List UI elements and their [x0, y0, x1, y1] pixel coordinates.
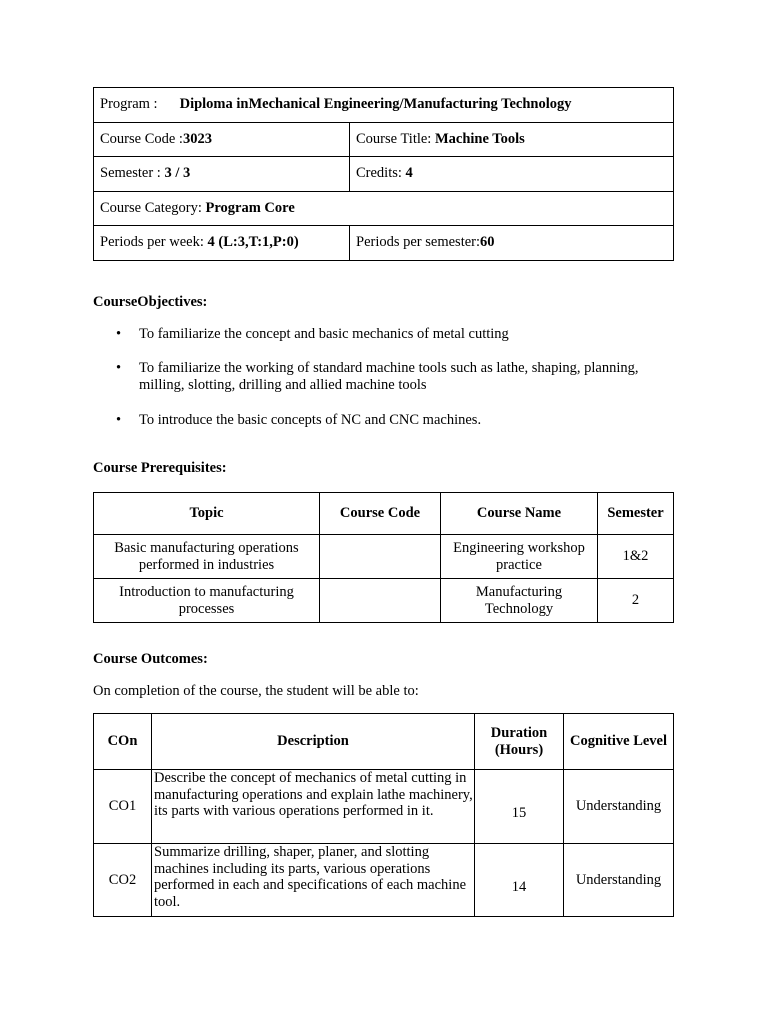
course-name-cell: Manufacturing Technology: [441, 579, 598, 623]
table-header-row: [94, 714, 674, 770]
topic-cell: Basic manufacturing operations performed in industries: [94, 535, 320, 579]
prerequisites-table: [93, 492, 674, 623]
periods-semester-label: Periods per semester:: [356, 234, 481, 251]
column-header-con: COn: [94, 714, 152, 770]
semester-value: 3 / 3: [164, 165, 191, 182]
column-header-course-code: Course Code: [320, 493, 441, 535]
cognitive-level-cell: Understanding: [564, 770, 674, 844]
course-title-label: Course Title:: [356, 130, 435, 147]
table-row: [94, 579, 674, 623]
bullet-icon: •: [116, 326, 122, 342]
program-value: Diploma inMechanical Engineering/Manufacturing Technology: [179, 96, 572, 113]
periods-semester-value: 60: [480, 234, 495, 251]
semester-cell: 1&2: [598, 535, 674, 579]
column-header-semester: Semester: [598, 493, 674, 535]
co-id-cell: CO1: [94, 770, 152, 844]
course-title-cell: [350, 122, 674, 157]
objective-item: To familiarize the working of standard machine tools such as lathe, shaping, planning, milling, slotting, drilling and allied machine tools: [139, 360, 639, 393]
category-cell: [94, 191, 674, 226]
credits-value: 4: [405, 165, 413, 182]
course-code-value: 3023: [182, 130, 212, 147]
table-row: [94, 535, 674, 579]
course-title-value: Machine Tools: [434, 130, 525, 147]
semester-cell: [94, 157, 350, 192]
category-value: Program Core: [205, 199, 295, 216]
bullet-icon: •: [116, 412, 122, 428]
semester-cell: 2: [598, 579, 674, 623]
column-header-cognitive-level: Cognitive Level: [564, 714, 674, 770]
course-code-cell: [94, 122, 350, 157]
periods-semester-cell: [350, 226, 674, 261]
column-header-description: Description: [152, 714, 475, 770]
duration-cell: 15: [475, 770, 564, 844]
column-header-duration: Duration (Hours): [475, 714, 564, 770]
cognitive-level-cell: Understanding: [564, 844, 674, 917]
program-cell: [94, 88, 674, 123]
periods-week-cell: [94, 226, 350, 261]
course-code-label: Course Code :: [100, 130, 183, 147]
semester-label: Semester :: [100, 165, 165, 182]
co-id-cell: CO2: [94, 844, 152, 917]
course-info-table: [93, 87, 674, 261]
periods-week-value: 4 (L:3,T:1,P:0): [207, 234, 299, 251]
outcomes-intro: On completion of the course, the student will be able to:: [93, 683, 419, 699]
table-header-row: [94, 493, 674, 535]
course-code-cell: [320, 535, 441, 579]
column-header-topic: Topic: [94, 493, 320, 535]
prerequisites-heading: Course Prerequisites:: [93, 460, 227, 476]
duration-cell: 14: [475, 844, 564, 917]
credits-cell: [350, 157, 674, 192]
objective-item: To introduce the basic concepts of NC and CNC machines.: [139, 412, 482, 428]
topic-cell: Introduction to manufacturing processes: [94, 579, 320, 623]
program-label: Program :: [100, 96, 158, 113]
course-code-cell: [320, 579, 441, 623]
description-cell: Describe the concept of mechanics of metal cutting in manufacturing operations and explain lathe machinery, its parts with various operations performed in it.: [152, 770, 475, 844]
column-header-course-name: Course Name: [441, 493, 598, 535]
periods-week-label: Periods per week:: [100, 234, 208, 251]
category-label: Course Category:: [100, 199, 206, 216]
credits-label: Credits:: [356, 165, 406, 182]
outcomes-table: [93, 713, 674, 917]
table-row: [94, 844, 674, 917]
objectives-heading: CourseObjectives:: [93, 294, 208, 310]
description-cell: Summarize drilling, shaper, planer, and slotting machines including its parts, various operations performed in each and specifications of each machine tool.: [152, 844, 475, 917]
outcomes-heading: Course Outcomes:: [93, 651, 208, 667]
table-row: [94, 770, 674, 844]
bullet-icon: •: [116, 360, 122, 376]
objective-item: To familiarize the concept and basic mechanics of metal cutting: [139, 326, 509, 342]
course-name-cell: Engineering workshop practice: [441, 535, 598, 579]
